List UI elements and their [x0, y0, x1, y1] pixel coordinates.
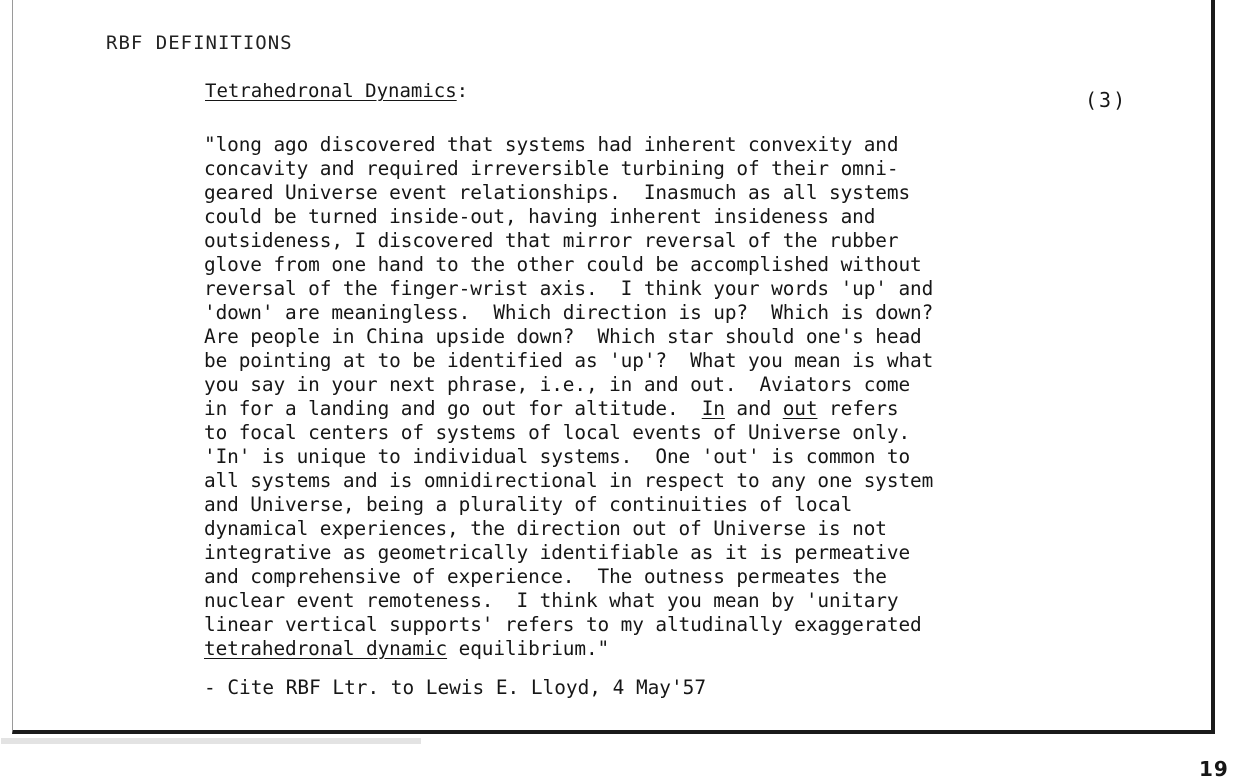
page-header: RBF DEFINITIONS — [106, 32, 293, 54]
quote-line: integrative as geometrically identifiable as it is permeative — [204, 541, 911, 564]
page-number: 19 — [1199, 757, 1229, 781]
quote-line: outsideness, I discovered that mirror reversal of the rubber — [204, 229, 899, 252]
quote-line: "long ago discovered that systems had inherent convexity and — [204, 133, 899, 156]
quote-line: nuclear event remoteness. I think what you mean by 'unitary — [204, 589, 899, 612]
quote-line: 'down' are meaningless. Which direction is up? Which is down? — [204, 301, 934, 324]
quote-line: concavity and required irreversible turbining of their omni- — [204, 157, 899, 180]
definition-quote — [204, 133, 1204, 661]
entry-title-colon: : — [456, 80, 469, 102]
quote-line: reversal of the finger-wrist axis. I think your words 'up' and — [204, 277, 934, 300]
quote-line: geared Universe event relationships. Inasmuch as all systems — [204, 181, 911, 204]
quote-line: to focal centers of systems of local events of Universe only. — [204, 421, 911, 444]
quote-line: linear vertical supports' refers to my altudinally exaggerated — [204, 613, 922, 636]
entry-title — [205, 80, 468, 102]
quote-line: all systems and is omnidirectional in respect to any one system — [204, 469, 934, 492]
entry-number: (3) — [1085, 88, 1128, 112]
quote-line: in for a landing and go out for altitude. In and out refers — [204, 397, 899, 420]
quote-line: dynamical experiences, the direction out of Universe is not — [204, 517, 887, 540]
quote-line: be pointing at to be identified as 'up'? What you mean is what — [204, 349, 934, 372]
quote-line: and Universe, being a plurality of continuities of local — [204, 493, 853, 516]
quote-line: tetrahedronal dynamic equilibrium." — [204, 637, 610, 660]
quote-line: and comprehensive of experience. The outness permeates the — [204, 565, 887, 588]
quote-line: 'In' is unique to individual systems. One 'out' is common to — [204, 445, 911, 468]
quote-line: glove from one hand to the other could be accomplished without — [204, 253, 922, 276]
quote-line: could be turned inside-out, having inherent insideness and — [204, 205, 876, 228]
citation: - Cite RBF Ltr. to Lewis E. Lloyd, 4 May'57 — [204, 676, 706, 699]
quote-line: Are people in China upside down? Which star should one's head — [204, 325, 922, 348]
entry-title-text: Tetrahedronal Dynamics — [205, 80, 457, 102]
quote-line: you say in your next phrase, i.e., in and out. Aviators come — [204, 373, 911, 396]
